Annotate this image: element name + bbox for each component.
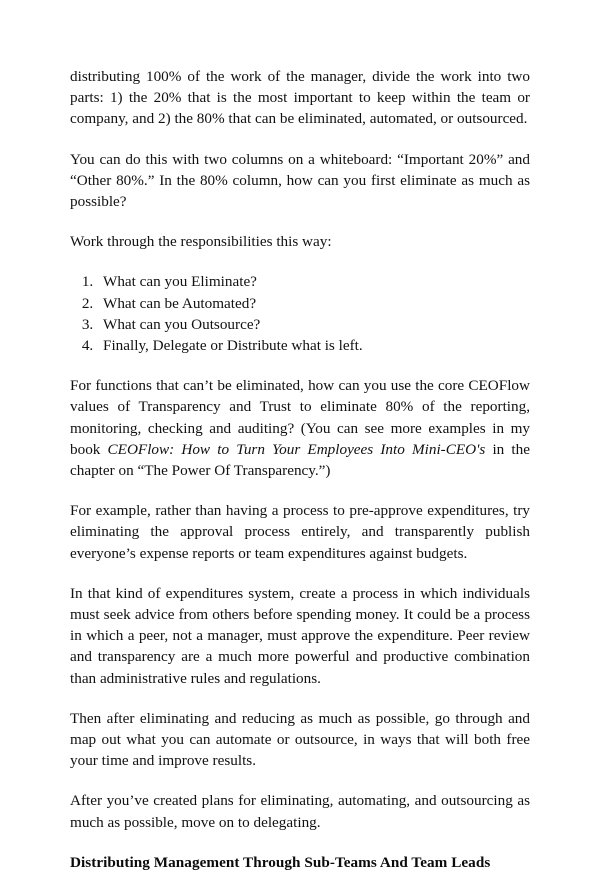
list-item: 3. What can you Outsource? [97,314,530,335]
paragraph-text-before-book-title: For functions that can’t be eliminated, how can you use the core CEOFlow values of Transparency and Trust to eliminate 80% of the reporting, monitoring, checking and auditing? (You can see more examples in my book [70,377,530,458]
paragraph-expenditures-example: For example, rather than having a process to pre-approve expenditures, try eliminating the approval process entirely, and transparently publish everyone’s expense reports or team expenditures against budgets. [70,502,530,562]
responsibilities-steps-list [70,271,530,356]
list-item: 2. What can be Automated? [97,293,530,314]
paragraph-list-lead-in: Work through the responsibilities this way: [70,233,332,251]
paragraph-core-ceoflow-values [70,375,530,481]
paragraph-move-on-to-delegating: After you’ve created plans for eliminating, automating, and outsourcing as much as possible, move on to delegating. [70,792,530,831]
paragraph-whiteboard-columns: You can do this with two columns on a whiteboard: “Important 20%” and “Other 80%.” In the 80% column, how can you first eliminate as much as possible? [70,150,530,211]
section-heading-sub-teams: Distributing Management Through Sub-Teams And Team Leads [70,853,491,871]
paragraph-peer-review-system: In that kind of expenditures system, create a process in which individuals must seek advice from others before spending money. It could be a process in which a peer, not a manager, must approve the expenditure. Peer review and transparency are a much more powerful and productive combination than administrative rules and regulations. [70,584,530,687]
book-title-citation: CEOFlow: How to Turn Your Employees Into Mini-CEO's [107,440,486,458]
paragraph-text-after-book-title: in the chapter on “The Power Of Transparency.”) [70,440,530,480]
list-item: 4. Finally, Delegate or Distribute what is left. [97,335,530,356]
paragraph-intro-split: distributing 100% of the work of the manager, divide the work into two parts: 1) the 20% that is the most important to keep within the team or company, and 2) the 80% that can be eliminated, automated, or outsourced. [70,68,530,128]
paragraph-automate-outsource-map: Then after eliminating and reducing as much as possible, go through and map out what you can automate or outsource, in ways that will both free your time and improve results. [70,709,530,770]
list-item: 1. What can you Eliminate? [97,271,530,292]
document-body [70,66,530,873]
